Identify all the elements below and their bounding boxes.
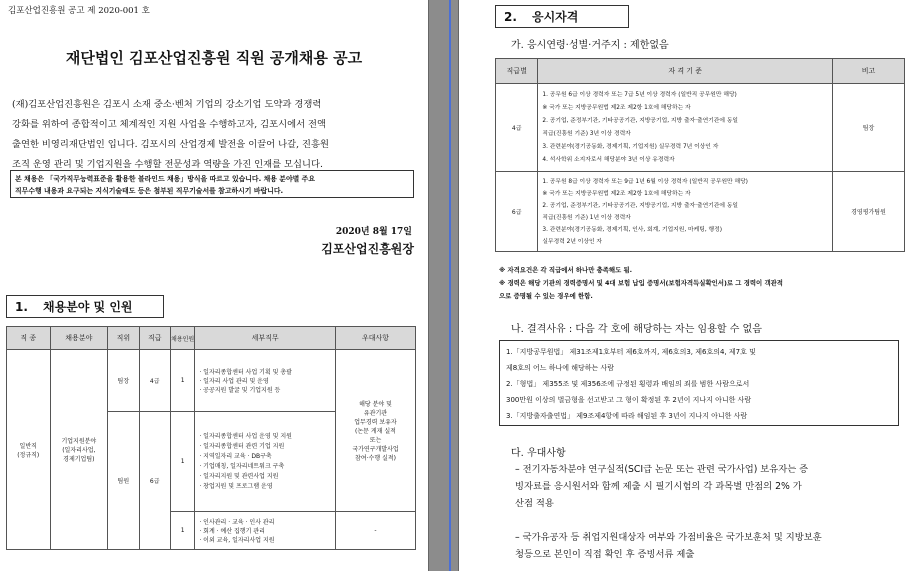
duty-line: · 공공지원 발굴 및 기업지원 등 [199, 387, 281, 394]
preference-list [515, 461, 822, 563]
note-cell: 팀장 [833, 84, 905, 172]
intro-line: 조직 운영 관리 및 기업지원을 수행할 전문성과 역량을 가진 인재를 모십니다. [12, 159, 323, 170]
grade-cell: 6급 [496, 172, 538, 252]
field-cell [50, 350, 108, 550]
cell-text: (논문 게재 실적 [355, 428, 396, 435]
col-header: 직위 [108, 327, 139, 350]
disq-line: 3.「지방출자출연법」 제9조제4항에 따라 해임된 후 3년이 지나지 아니한 사람 [506, 412, 748, 420]
duties-cell [195, 412, 336, 512]
table-row [496, 84, 905, 172]
position-cell: 팀장 [108, 350, 139, 412]
duty-line: · 인사관리 · 교육 · 인사 관리 [199, 519, 275, 526]
section-1-heading [6, 295, 164, 318]
duty-line: · 회계 · 예산 집행기 관리 [199, 528, 265, 535]
grade-cell: 4급 [139, 350, 170, 412]
section-number: 2. [504, 10, 517, 24]
cell-text: 참여·수행 실적) [355, 455, 396, 462]
criteria-line: 2. 공기업, 준정부기관, 기타공공기관, 지방공기업, 지방 출자·출연기관에 동일 [542, 117, 739, 124]
criteria-line: 실무경력 2년 이상인 자 [542, 238, 603, 245]
duty-line: · 창업지원 및 프로그램 운영 [199, 482, 273, 490]
page-divider-line [449, 0, 451, 571]
left-page [0, 0, 429, 571]
duty-line: · 기업매칭, 일자리네트워크 구축 [199, 462, 285, 470]
grade-cell: 6급 [139, 412, 170, 550]
criteria-line: 3. 관련분야(경기공동화, 경제기획, 기업지원) 실무경력 7년 이상인 자 [542, 143, 719, 150]
pref-line: 청등으로 본인이 직접 확인 후 증빙서류 제출 [515, 549, 695, 560]
cell-text: 업무경력 보유자 [354, 419, 397, 426]
disq-line: 1.「지방공무원법」 제31조제1호부터 제6호까지, 제6호의3, 제6호의4, 제7호 및 [506, 348, 756, 356]
criteria-line: 1. 공무원 8급 이상 경력자 또는 9급 1년 6월 이상 경력자 (일반직 공무원만 해당) [542, 178, 748, 185]
cell-text: 해당 분야 및 [359, 401, 392, 408]
cell-text: 기업지원분야 [61, 438, 97, 445]
doc-header: 김포산업진흥원 공고 제 2020-001 호 [8, 6, 150, 16]
col-header: 채용분야 [50, 327, 108, 350]
preference-cell: - [336, 512, 416, 550]
col-header: 세부직무 [195, 327, 336, 350]
col-header: 비고 [833, 59, 905, 84]
pref-line: 산점 적용 [515, 498, 554, 509]
duty-line: · 지역일자리 교육 · DB구축 [199, 452, 272, 460]
criteria-line: 4. 석사학위 소지자로서 해당분야 3년 이상 유경력자 [542, 156, 675, 163]
subsection-b: 나. 결격사유 : 다음 각 호에 해당하는 자는 임용할 수 없음 [511, 324, 762, 335]
intro-paragraph [12, 95, 329, 175]
col-header: 직급별 [496, 59, 538, 84]
cell-text: 국가연구개발사업 [352, 446, 399, 453]
disqualification-box [499, 340, 899, 426]
duty-line: · 일자리종합센터 관련 기업 지원 [199, 442, 285, 450]
disq-line: 2.「형법」 제355조 및 제356조에 규정된 횡령과 배임의 죄를 범한 사람으로서 [506, 380, 750, 388]
duty-line: · 일자리종합센터 사업 기획 및 총괄 [199, 369, 292, 376]
disq-line: 제8호의 어느 하나에 해당하는 사람 [506, 364, 615, 372]
note-line: 으로 증명될 수 있는 경우에 한함. [499, 292, 593, 300]
criteria-line: ※ 국가 또는 지방공무원법 제2조 제2항 1호에 해당하는 자 [542, 190, 691, 197]
section-number: 1. [15, 300, 28, 314]
pref-line: 빙자료를 응시원서와 함께 제출 시 필기시험의 각 과목별 만점의 2% 가 [515, 481, 802, 492]
cell-text: (정규직) [17, 451, 40, 459]
criteria-line: 1. 공무원 6급 이상 경력자 또는 7급 5년 이상 경력자 (일반직 공무원만 해당) [542, 91, 737, 98]
duty-line: · 이외 교육, 일자리사업 지원 [199, 537, 275, 544]
cell-text: 일반직 [19, 442, 37, 450]
note-line: ※ 자격요건은 각 직급에서 하나만 충족해도 됨. [499, 266, 633, 274]
section-title: 채용분야 및 인원 [43, 300, 133, 314]
table-row [496, 172, 905, 252]
right-page [458, 0, 909, 571]
count-cell: 1 [170, 350, 194, 412]
criteria-line: 직급(진흥원 기준) 3년 이상 경력자 [542, 130, 631, 137]
duty-line: · 일자리지원 및 관련사업 지원 [199, 472, 279, 480]
intro-line: 출연한 비영리재단법인 입니다. 김포시의 산업경제 발전을 이끌어 나갈, 진흥원 [12, 139, 329, 150]
col-header: 채용인원 [170, 327, 194, 350]
duties-cell [195, 512, 336, 550]
count-cell: 1 [170, 512, 194, 550]
criteria-line: 2. 공기업, 준정부기관, 기타공공기관, 지방공기업, 지방 출자·출연기관에 동일 [542, 202, 739, 209]
duty-line: · 일자리종합센터 사업 운영 및 지원 [199, 432, 292, 440]
subsection-a: 가. 응시연령·성별·거주지 : 제한없음 [511, 40, 669, 51]
qualification-notes [499, 264, 783, 303]
grade-cell: 4급 [496, 84, 538, 172]
section-title: 응시자격 [532, 10, 579, 24]
count-cell: 1 [170, 412, 194, 512]
preference-cell [336, 350, 416, 512]
notice-line: 본 채용은 「국가직무능력표준을 활용한 블라인드 채용」방식을 따르고 있습니다. 채용 분야별 주요 [15, 175, 315, 183]
cell-text: 유관기관 [363, 410, 388, 417]
criteria-line: 직급(진흥원 기준) 1년 이상 경력자 [542, 214, 631, 221]
criteria-cell [538, 172, 833, 252]
intro-line: 강화를 위하여 종합적이고 체계적인 지원 사업을 수행하고자, 김포시에서 전액 [12, 119, 326, 130]
col-header: 직급 [139, 327, 170, 350]
cell-text: 경제기업팀) [63, 456, 95, 463]
duty-line: · 일자리 사업 관리 및 운영 [199, 378, 269, 385]
criteria-cell [538, 84, 833, 172]
pref-line: – 전기자동차분야 연구실적(SCI급 논문 또는 관련 국가사업) 보유자는 증 [515, 464, 809, 475]
page-gutter [429, 0, 458, 571]
pref-line [515, 512, 822, 529]
cell-text: (일자리사업, [62, 447, 96, 454]
subsection-c: 다. 우대사항 [511, 448, 566, 459]
job-type-cell [7, 350, 51, 550]
criteria-line: 3. 관련분야(경기공동화, 경제기획, 인사, 회계, 기업지원, 마케팅, 행정) [542, 226, 722, 233]
page-title: 재단법인 김포산업진흥원 직원 공개채용 공고 [65, 49, 363, 67]
col-header: 우대사항 [336, 327, 416, 350]
note-line: ※ 경력은 해당 기관의 경력증명서 및 4대 보험 납입 증명서(보험자격득실확인서)로 그 경력이 객관적 [499, 279, 783, 287]
recruit-table [6, 326, 416, 550]
disq-line: 300만원 이상의 벌금형을 선고받고 그 형이 확정된 후 2년이 지나지 아니한 사람 [506, 396, 752, 404]
col-header: 자 격 기 준 [538, 59, 833, 84]
section-2-heading [495, 5, 629, 28]
criteria-line: ※ 국가 또는 지방공무원법 제2조 제2항 1호에 해당하는 자 [542, 104, 691, 111]
announce-date: 2020년 8월 17일 [335, 227, 412, 237]
intro-line: (재)김포산업진흥원은 김포시 소재 중소·벤처 기업의 강소기업 도약과 경쟁력 [12, 99, 322, 110]
col-header: 직 종 [7, 327, 51, 350]
note-cell: 경영평가팀원 [833, 172, 905, 252]
signature: 김포산업진흥원장 [321, 242, 414, 256]
notice-line: 직무수행 내용과 요구되는 지식기술태도 등은 첨부된 직무기술서를 참고하시기 바랍니다. [15, 187, 284, 195]
blind-recruit-notice [10, 170, 414, 198]
cell-text: 또는 [369, 437, 382, 444]
qualification-table [495, 58, 905, 252]
position-cell: 팀원 [108, 412, 139, 550]
duties-cell [195, 350, 336, 412]
pref-line: – 국가유공자 등 취업지원대상자 여부와 가점비율은 국가보훈처 및 지방보훈 [515, 532, 822, 543]
table-row [7, 350, 416, 412]
